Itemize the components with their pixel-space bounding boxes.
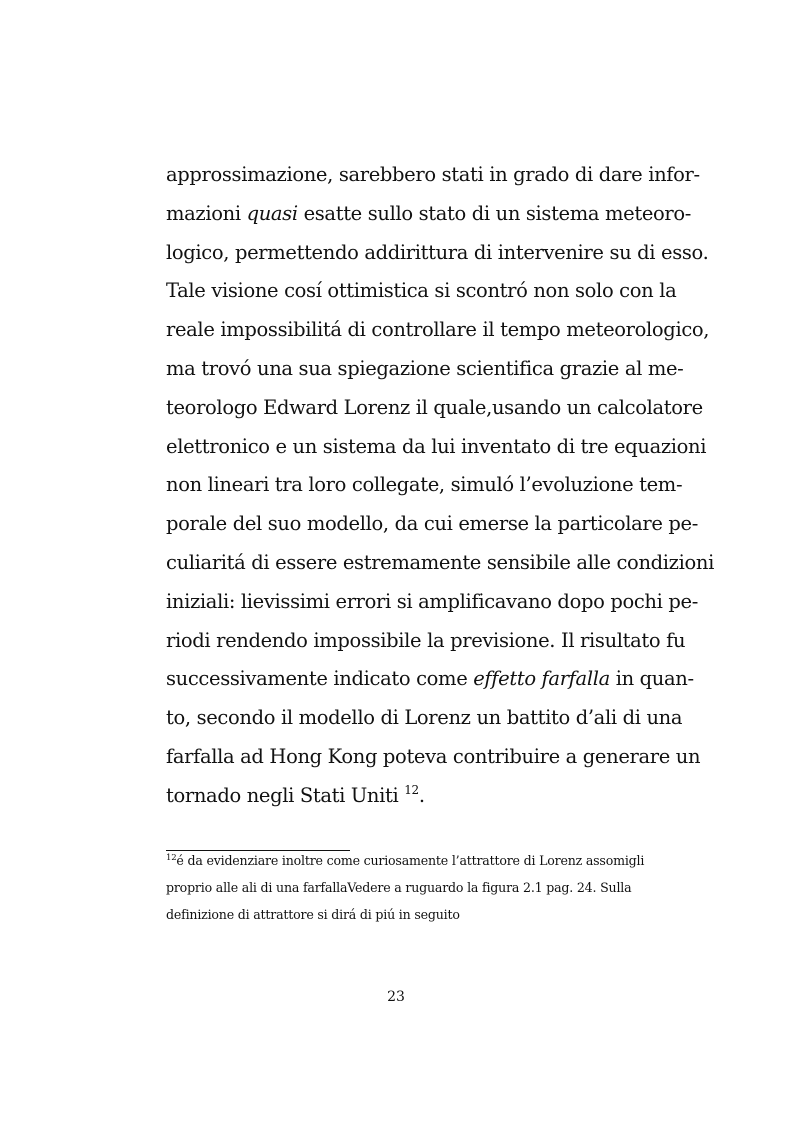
text-run: tornado negli Stati Uniti: [166, 783, 405, 807]
text-run: successivamente indicato come: [166, 667, 474, 691]
text-line: [166, 662, 694, 701]
footnote-reference[interactable]: 12: [404, 782, 419, 797]
text-line: non lineari tra loro collegate, simuló l’evoluzione tem-: [166, 473, 683, 497]
text-line: farfalla ad Hong Kong poteva contribuire a generare un: [166, 744, 701, 768]
text-run: .: [418, 783, 425, 807]
text-line: logico, permettendo addirittura di intervenire su di esso.: [166, 240, 709, 264]
text-line: porale del suo modello, da cui emerse la particolare pe-: [166, 512, 698, 536]
text-line: Tale visione cosí ottimistica si scontró non solo con la: [166, 279, 677, 303]
footnote-text: é da evidenziare inoltre come curiosamente l’attrattore di Lorenz assomigli: [176, 853, 645, 868]
text-line: approssimazione, sarebbero stati in grado di dare infor-: [166, 163, 700, 186]
text-line: culiaritá di essere estremamente sensibile alle condizioni: [166, 550, 714, 574]
text-line: [166, 197, 692, 236]
text-line: reale impossibilitá di controllare il tempo meteorologico,: [166, 318, 710, 342]
footnote-line: [166, 849, 645, 876]
text-line: riodi rendendo impossibile la previsione. Il risultato fu: [166, 628, 686, 652]
text-line: iniziali: lievissimi errori si amplificavano dopo pochi pe-: [166, 589, 698, 613]
text-run: esatte sullo stato di un sistema meteoro-: [297, 201, 692, 225]
text-run: mazioni: [166, 201, 247, 225]
text-line: teorologo Edward Lorenz il quale,usando un calcolatore: [166, 395, 703, 419]
emphasis-quasi: quasi: [246, 201, 298, 225]
body-paragraph: [166, 158, 714, 818]
text-line: elettronico e un sistema da lui inventato di tre equazioni: [166, 434, 707, 458]
footnote: [166, 849, 645, 930]
footnote-line: proprio alle ali di una farfallaVedere a ruguardo la figura 2.1 pag. 24. Sulla: [166, 880, 632, 895]
text-line: ma trovó una sua spiegazione scientifica grazie al me-: [166, 356, 684, 380]
emphasis-effetto-farfalla: effetto farfalla: [473, 667, 610, 691]
text-line: to, secondo il modello di Lorenz un battito d’ali di una: [166, 706, 683, 730]
page-number: 23: [387, 989, 405, 1005]
footnote-mark: 12: [166, 853, 177, 863]
text-run: in quan-: [609, 667, 694, 691]
text-line: [166, 779, 626, 818]
footnote-line: definizione di attrattore si dirá di piú in seguito: [166, 907, 460, 922]
